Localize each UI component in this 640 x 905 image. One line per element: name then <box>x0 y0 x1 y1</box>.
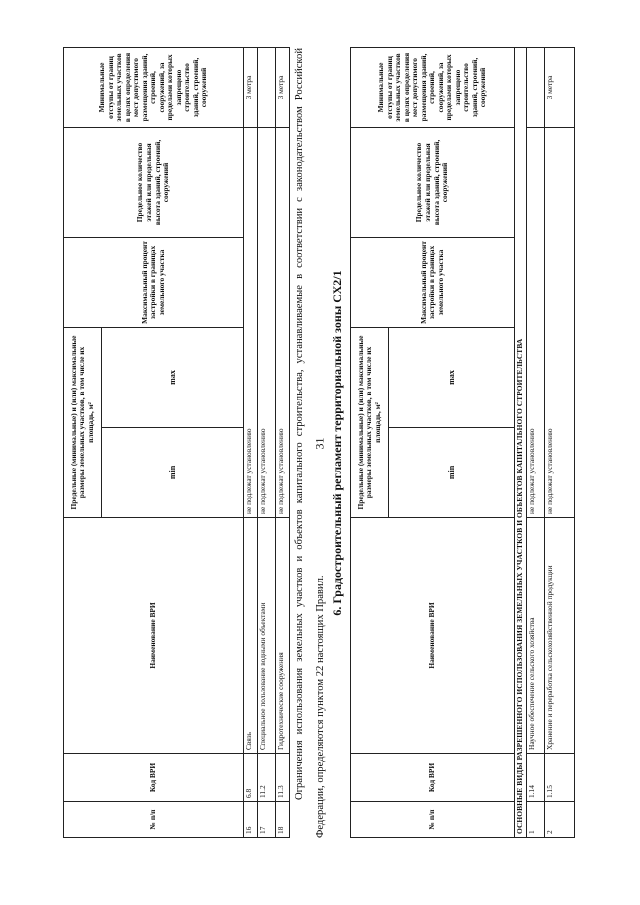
header-max: max <box>389 327 515 427</box>
header-name: Наименование ВРИ <box>351 518 515 754</box>
header-num: № п/п <box>351 802 515 838</box>
regulation-table-sx2 <box>350 47 575 838</box>
regulation-table-continuation <box>63 47 290 838</box>
cell-name: Научное обеспечение сельского хозяйства <box>527 518 545 754</box>
table-row <box>527 47 545 837</box>
cell-code: 11.2 <box>258 754 276 802</box>
table-row <box>276 47 290 837</box>
cell-setback: 3 метра <box>244 47 258 127</box>
cell-num: 18 <box>276 802 290 838</box>
cell-setback: 3 метра <box>276 47 290 127</box>
cell-name: Специальное пользование водными объектами <box>258 518 276 754</box>
cell-sizes: не подлежат установлению <box>258 127 276 517</box>
cell-name: Связь <box>244 518 258 754</box>
header-name: Наименование ВРИ <box>64 518 244 754</box>
header-max: max <box>102 327 244 427</box>
cell-sizes: не подлежат установлению <box>527 127 545 517</box>
table-row <box>244 47 258 837</box>
header-min: min <box>389 428 515 518</box>
header-code: Код ВРИ <box>64 754 244 802</box>
cell-code: 1.14 <box>527 754 545 802</box>
restrictions-paragraph: Ограничения использования земельных участков и объектов капитального строительства, устанавливаемые в соответствии с законодательством Российской Федерации, определяются пунктом 22 настоящих Правил. <box>294 48 326 838</box>
header-floors: Предельное количество этажей или предельная высота зданий, строений, сооружений <box>64 127 244 237</box>
cell-num: 2 <box>545 802 575 838</box>
header-min: min <box>102 428 244 518</box>
cell-setback <box>527 47 545 127</box>
header-floors: Предельное количество этажей или предельная высота зданий, строений, сооружений <box>351 127 515 237</box>
cell-setback: 3 метра <box>545 47 575 127</box>
table-row <box>545 47 575 837</box>
cell-sizes: не подлежат установлению <box>545 127 575 517</box>
cell-code: 1.15 <box>545 754 575 802</box>
header-sizes: Предельные (минимальные) и (или) максимальные размеры земельных участков, в том числе их площадь, м² <box>64 327 102 517</box>
cell-num: 17 <box>258 802 276 838</box>
cell-name: Хранение и переработка сельскохозяйственной продукции <box>545 518 575 754</box>
header-percent: Максимальный процент застройки в границах земельного участка <box>64 237 244 327</box>
header-code: Код ВРИ <box>351 754 515 802</box>
header-sizes: Предельные (минимальные) и (или) максимальные размеры земельных участков, в том числе их площадь, м² <box>351 327 389 517</box>
cell-sizes: не подлежат установлению <box>276 127 290 517</box>
cell-num: 1 <box>527 802 545 838</box>
cell-setback <box>258 47 276 127</box>
rotated-page-content <box>45 48 605 838</box>
cell-code: 11.3 <box>276 754 290 802</box>
page-number: 31 <box>312 437 327 450</box>
table-row <box>258 47 276 837</box>
header-setback: Минимальные отступы от границ земельных участков в целях определения мест допустимого размещения зданий, строений, сооружений, за пределами которых запрещено строительство зданий, строений, сооружений <box>64 47 244 127</box>
header-percent: Максимальный процент застройки в границах земельного участка <box>351 237 515 327</box>
section-title-row: ОСНОВНЫЕ ВИДЫ РАЗРЕШЕННОГО ИСПОЛЬЗОВАНИЯ ЗЕМЕЛЬНЫХ УЧАСТКОВ И ОБЪЕКТОВ КАПИТАЛЬНОГО СТРОИТЕЛЬСТВА <box>515 47 527 837</box>
cell-code: 6.8 <box>244 754 258 802</box>
cell-name: Гидротехнические сооружения <box>276 518 290 754</box>
header-setback: Минимальные отступы от границ земельных участков в целях определения мест допустимого размещения зданий, строений, сооружений, за пределами которых запрещено строительство зданий, строений, сооружений <box>351 47 515 127</box>
section-heading: 6. Градостроительный регламент территориальной зоны СХ2/1 <box>330 270 344 616</box>
cell-num: 16 <box>244 802 258 838</box>
header-num: № п/п <box>64 802 244 838</box>
cell-sizes: не подлежат установлению <box>244 127 258 517</box>
